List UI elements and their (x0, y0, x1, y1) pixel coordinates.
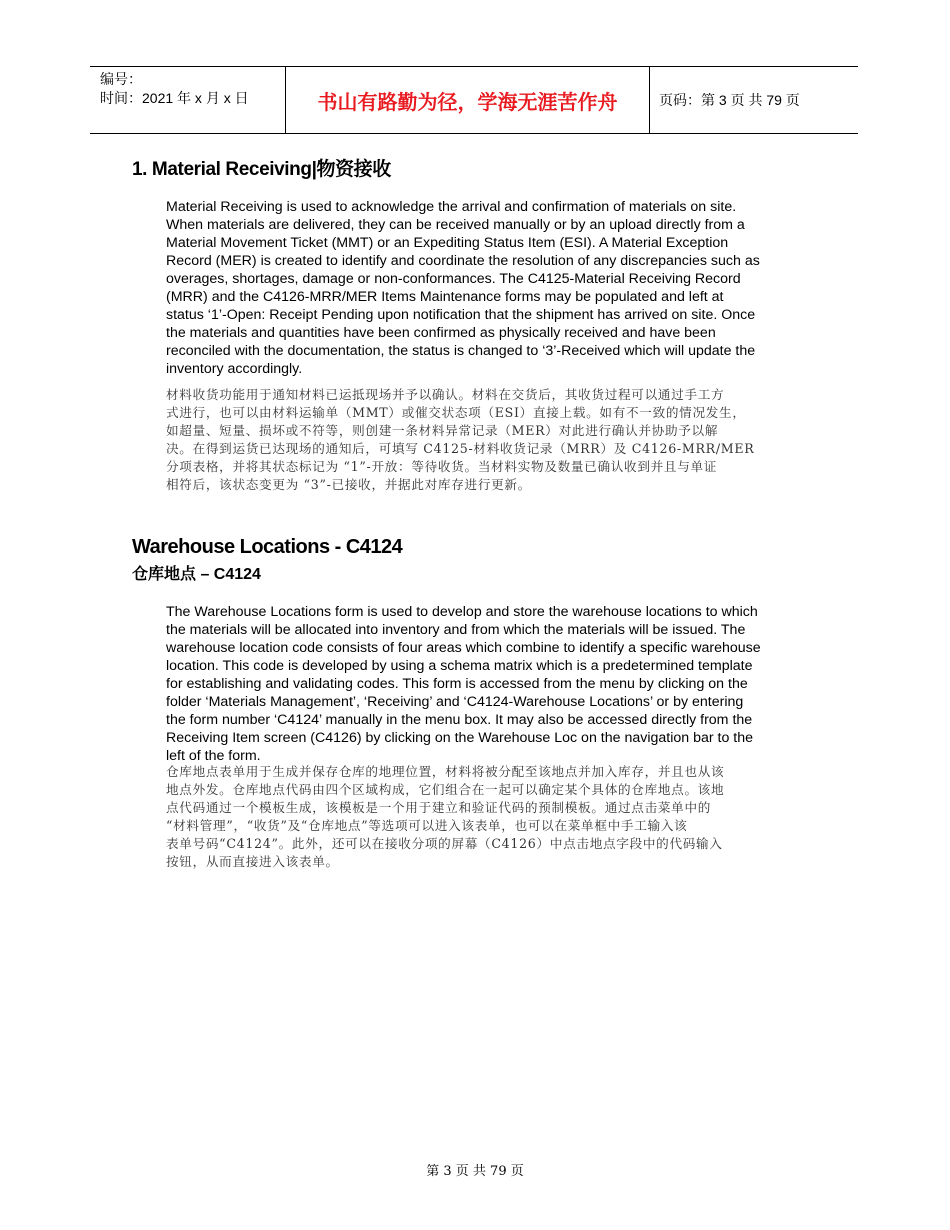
warehouse-locations-paragraph-en: The Warehouse Locations form is used to develop and store the warehouse locations to which the materials will be allocated into inventory and from which the materials will be issued. The warehouse location code consists of four areas which combine to identify a specific warehouse location. This code is developed by using a schema matrix which is a predetermined template for establishing and validating codes. This form is accessed from the menu by clicking on the folder ‘Materials Management’, ‘Receiving’ and ‘C4124-Warehouse Locations’ or by entering the form number ‘C4124’ manually in the menu box. It may also be accessed directly from the Receiving Item screen (C4126) by clicking on the Warehouse Loc on the navigation bar to the left of the form. (166, 604, 761, 764)
page-info: 页码：第 3 页 共 79 页 (659, 92, 800, 108)
warehouse-locations-paragraph-zh: 仓库地点表单用于生成并保存仓库的地理位置，材料将被分配至该地点并加入库存，并且也从该 地点外发。仓库地点代码由四个区域构成，它们组合在一起可以确定某个具体的仓库地点。该地 点代码通过一个模板生成，该模板是一个用于建立和验证代码的预制模板。通过点击菜单中的 “材料管理”，“收货”及“仓库地点”等选项可以进入该表单，也可以在菜单框中手工输入该 表单号码“C4124”。此外，还可以在接收分项的屏幕（C4126）中点击地点字段中的代码输入 按钮，从而直接进入该表单。 (166, 764, 725, 869)
section-subheading-warehouse-locations: 仓库地点 – C4124 (132, 566, 261, 583)
section-heading-material-receiving: 1. Material Receiving|物资接收 (132, 159, 391, 180)
motto-text: 书山有路勤为径，学海无涯苦作舟 (317, 89, 618, 114)
time-label: 时间：2021 年 x 月 x 日 (100, 90, 249, 106)
page-header (90, 66, 858, 134)
number-label: 编号： (100, 71, 142, 87)
page-footer: 第 3 页 共 79 页 (426, 1164, 524, 1179)
material-receiving-paragraph-en: Material Receiving is used to acknowledge the arrival and confirmation of materials on site. When materials are delivered, they can be received manually or by an upload directly from a Material Movement Ticket (MMT) or an Expediting Status Item (ESI). A Material Exception Record (MER) is created to identify and coordinate the resolution of any discrepancies such as overages, shortages, damage or non-conformances. The C4125-Material Receiving Record (MRR) and the C4126-MRR/MER Items Maintenance forms may be populated and left at status ‘1’-Open: Receipt Pending upon notification that the shipment has arrived on site. Once the materials and quantities have been confirmed as physically received and have been reconciled with the documentation, the status is changed to ‘3’-Received which will update the inventory accordingly. (166, 199, 760, 377)
header-motto-cell (286, 67, 650, 133)
header-page-cell (650, 67, 858, 133)
material-receiving-paragraph-zh: 材料收货功能用于通知材料已运抵现场并予以确认。材料在交货后，其收货过程可以通过手工方 式进行，也可以由材料运输单（MMT）或催交状态项（ESI）直接上载。如有不一致的情况发生， 如超量、短量、损坏或不符等，则创建一条材料异常记录（MER）对此进行确认并协助予以解 决。在得到运货已达现场的通知后，可填写 C4125-材料收货记录（MRR）及 C4126-MRR/MER 分项表格，并将其状态标记为 “1”-开放：等待收货。当材料实物及数量已确认收到并且与单证 相符后，该状态变更为 “3”-已接收，并据此对库存进行更新。 (166, 387, 755, 492)
section-heading-warehouse-locations: Warehouse Locations - C4124 (132, 536, 403, 558)
header-left-cell (90, 67, 286, 133)
